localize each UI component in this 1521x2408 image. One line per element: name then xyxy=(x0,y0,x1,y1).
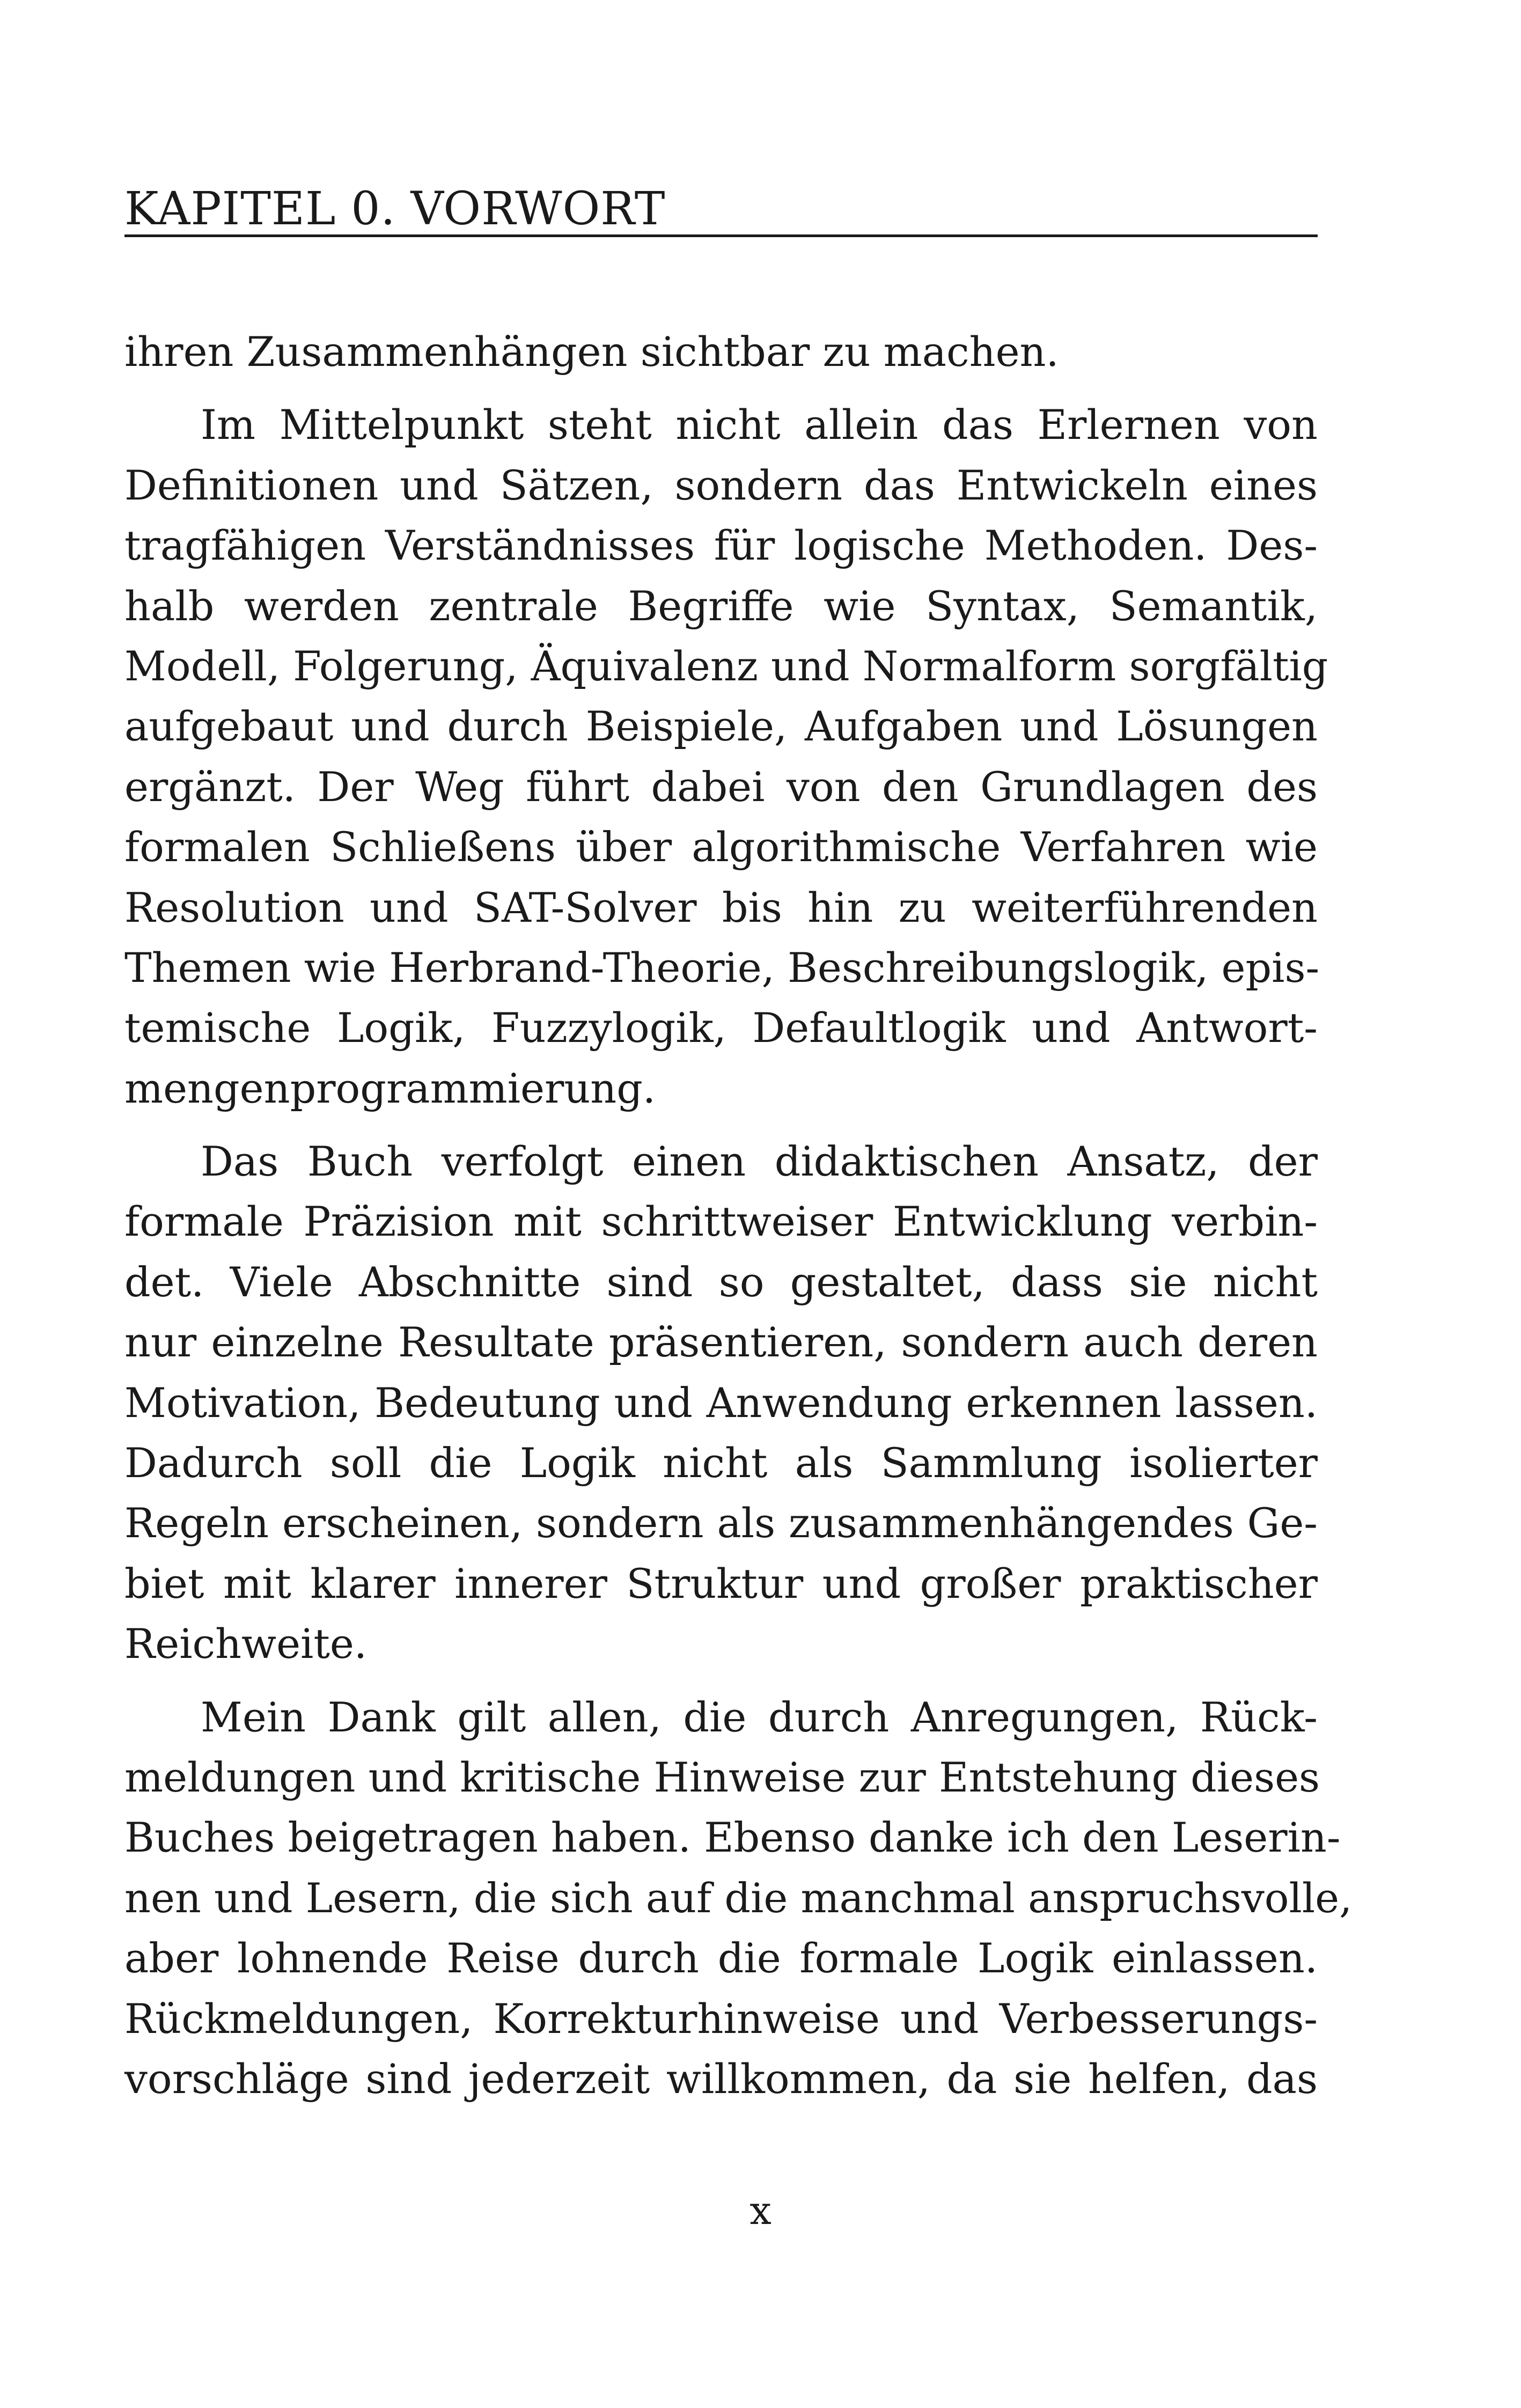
text-line: ergänzt. Der Weg führt dabei von den Grundlagen des xyxy=(124,762,1318,811)
text-line: Reichweite. xyxy=(124,1620,368,1668)
text-line: halb werden zentrale Begriffe wie Syntax, Semantik, xyxy=(124,582,1318,630)
running-header xyxy=(124,181,1318,237)
paragraph xyxy=(124,395,1328,1119)
text-line: ihren Zusammenhängen sichtbar zu machen. xyxy=(124,328,1059,376)
text-line: meldungen und kritische Hinweise zur Entstehung dieses xyxy=(124,1753,1320,1801)
text-line: aber lohnende Reise durch die formale Logik einlassen. xyxy=(124,1934,1318,1983)
text-line: Mein Dank gilt allen, die durch Anregungen, Rück- xyxy=(201,1693,1318,1741)
text-line: Modell, Folgerung, Äquivalenz und Normalform sorgfältig xyxy=(124,642,1328,690)
paragraph xyxy=(124,1687,1353,2110)
text-line: mengenprogrammierung. xyxy=(124,1064,656,1112)
text-line: Im Mittelpunkt steht nicht allein das Erlernen von xyxy=(201,401,1318,449)
text-line: Motivation, Bedeutung und Anwendung erkennen lassen. xyxy=(124,1378,1318,1427)
text-line: tragfähigen Verständnisses für logische Methoden. Des- xyxy=(124,522,1318,570)
text-line: Themen wie Herbrand-Theorie, Beschreibungslogik, epis- xyxy=(124,943,1320,992)
text-line: Regeln erscheinen, sondern als zusammenhängendes Ge- xyxy=(124,1499,1318,1547)
running-title: KAPITEL 0. VORWORT xyxy=(124,182,666,236)
text-line: temische Logik, Fuzzylogik, Defaultlogik und Antwort- xyxy=(124,1004,1318,1052)
text-line: nur einzelne Resultate präsentieren, sondern auch deren xyxy=(124,1318,1318,1367)
paragraph xyxy=(124,322,1318,382)
text-line: nen und Lesern, die sich auf die manchmal anspruchsvolle, xyxy=(124,1874,1353,1922)
text-line: biet mit klarer innerer Struktur und großer praktischer xyxy=(124,1559,1318,1607)
text-line: Das Buch verfolgt einen didaktischen Ansatz, der xyxy=(201,1137,1318,1186)
text-line: aufgebaut und durch Beispiele, Aufgaben und Lösungen xyxy=(124,702,1318,751)
text-line: Resolution und SAT-Solver bis hin zu weiterführenden xyxy=(124,883,1318,931)
text-line: det. Viele Abschnitte sind so gestaltet, dass sie nicht xyxy=(124,1258,1318,1306)
text-line: vorschläge sind jederzeit willkommen, da sie helfen, das xyxy=(124,2054,1318,2103)
page-body xyxy=(124,322,1353,2109)
text-line: Buches beigetragen haben. Ebenso danke ich den Leserin- xyxy=(124,1814,1341,1862)
text-line: formale Präzision mit schrittweiser Entwicklung verbin- xyxy=(124,1198,1318,1246)
page-number: x xyxy=(750,2188,771,2233)
text-line: formalen Schließens über algorithmische Verfahren wie xyxy=(124,823,1318,871)
text-line: Dadurch soll die Logik nicht als Sammlung isolierter xyxy=(124,1439,1318,1487)
paragraph xyxy=(124,1132,1318,1675)
text-line: Definitionen und Sätzen, sondern das Entwickeln eines xyxy=(124,461,1318,509)
text-line: Rückmeldungen, Korrekturhinweise und Verbesserungs- xyxy=(124,1994,1318,2043)
